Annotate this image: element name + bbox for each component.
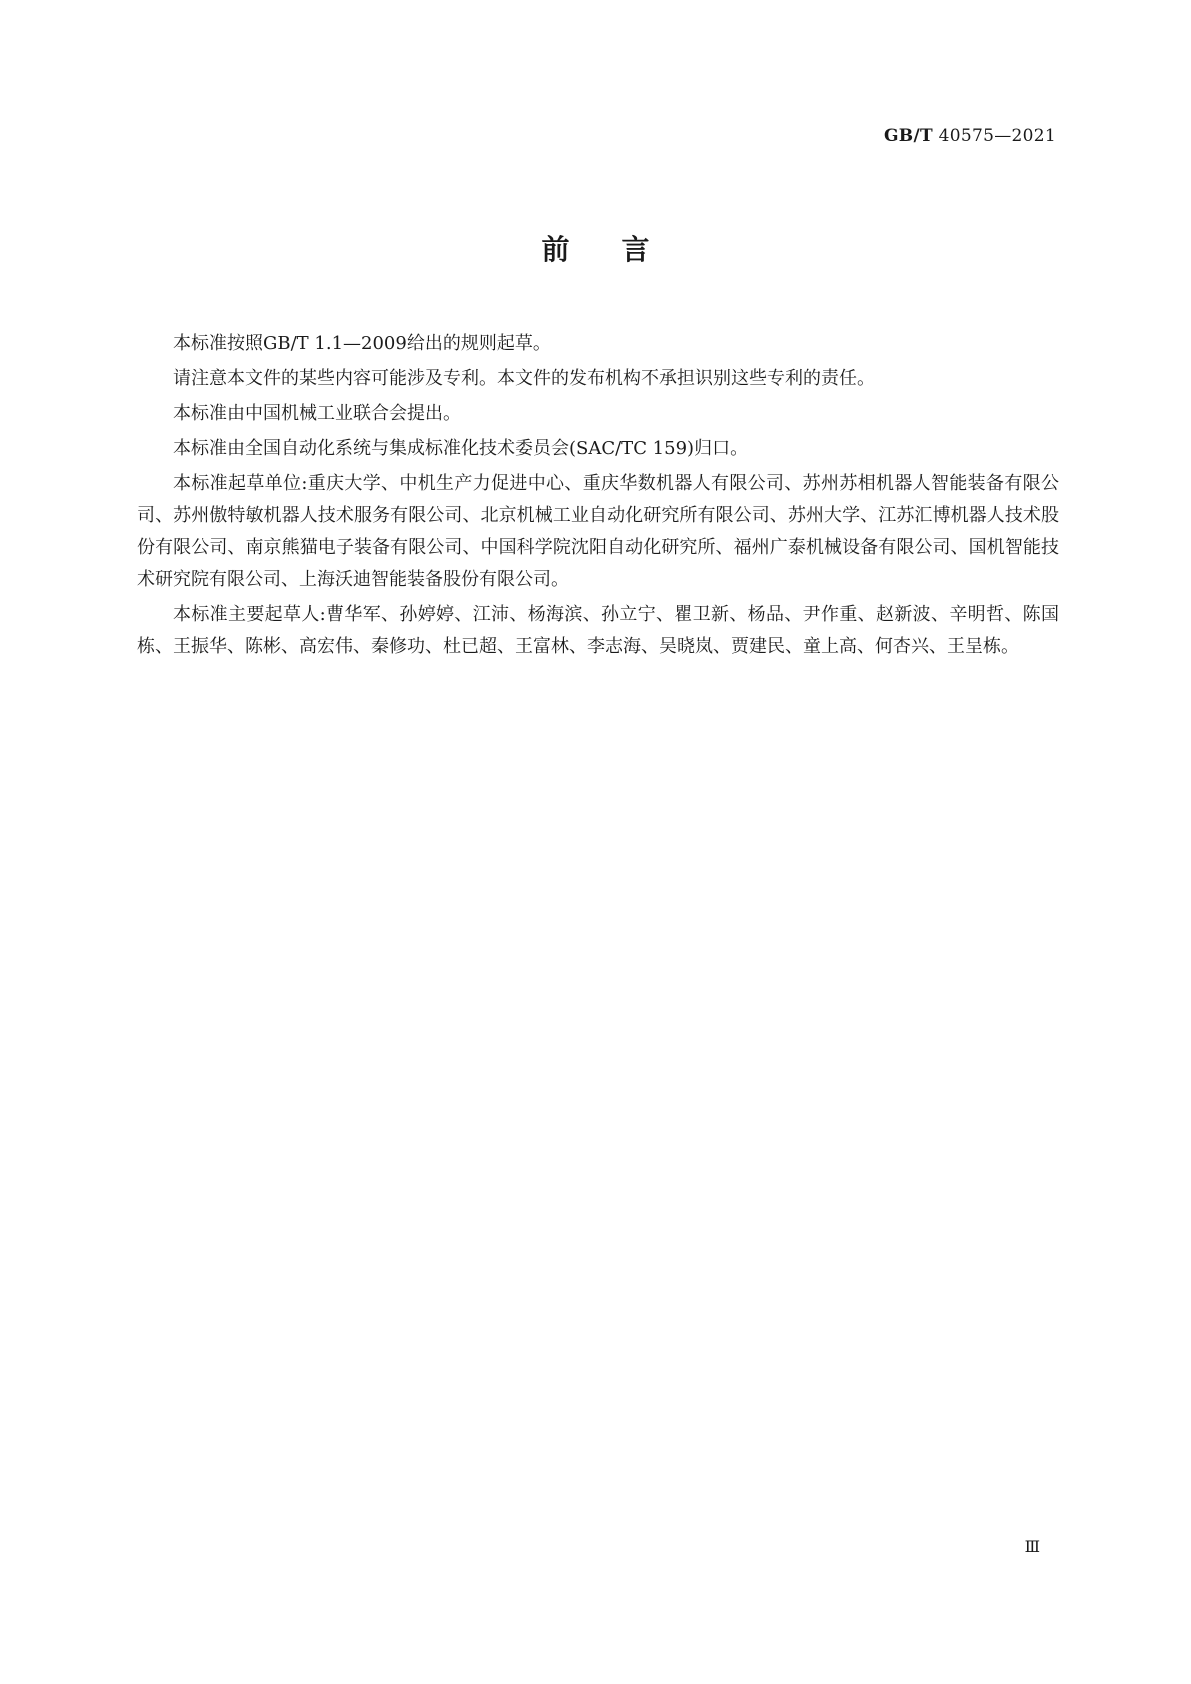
- paragraph-committee: 本标准由全国自动化系统与集成标准化技术委员会(SAC/TC 159)归口。: [173, 438, 749, 459]
- title-char-1: 前: [541, 233, 570, 266]
- paragraph-drafters: 本标准主要起草人:曹华军、孙婷婷、江沛、杨海滨、孙立宁、瞿卫新、杨品、尹作重、赵新波、辛明哲、陈国栋、王振华、陈彬、高宏伟、秦修功、杜已超、王富林、李志海、吴晓岚、贾建民、童上高、何杏兴、王呈栋。: [137, 604, 1059, 657]
- standard-number: 40575—2021: [938, 126, 1056, 146]
- paragraph-drafting-units: 本标准起草单位:重庆大学、中机生产力促进中心、重庆华数机器人有限公司、苏州苏相机器人智能装备有限公司、苏州傲特敏机器人技术服务有限公司、北京机械工业自动化研究所有限公司、苏州大学、江苏汇博机器人技术股份有限公司、南京熊猫电子装备有限公司、中国科学院沈阳自动化研究所、福州广泰机械设备有限公司、国机智能技术研究院有限公司、上海沃迪智能装备股份有限公司。: [137, 473, 1059, 590]
- standard-code: GB/T: [883, 126, 933, 146]
- title-char-2: 言: [621, 233, 650, 266]
- paragraph-patent-notice: 请注意本文件的某些内容可能涉及专利。本文件的发布机构不承担识别这些专利的责任。: [173, 368, 875, 389]
- standard-header: [884, 126, 1056, 146]
- paragraph-proposer: 本标准由中国机械工业联合会提出。: [173, 403, 461, 424]
- page-title: [0, 228, 1191, 268]
- paragraph-drafting-rules: 本标准按照GB/T 1.1—2009给出的规则起草。: [173, 333, 551, 354]
- foreword-body: [137, 328, 1059, 666]
- page-number: Ⅲ: [1024, 1537, 1039, 1556]
